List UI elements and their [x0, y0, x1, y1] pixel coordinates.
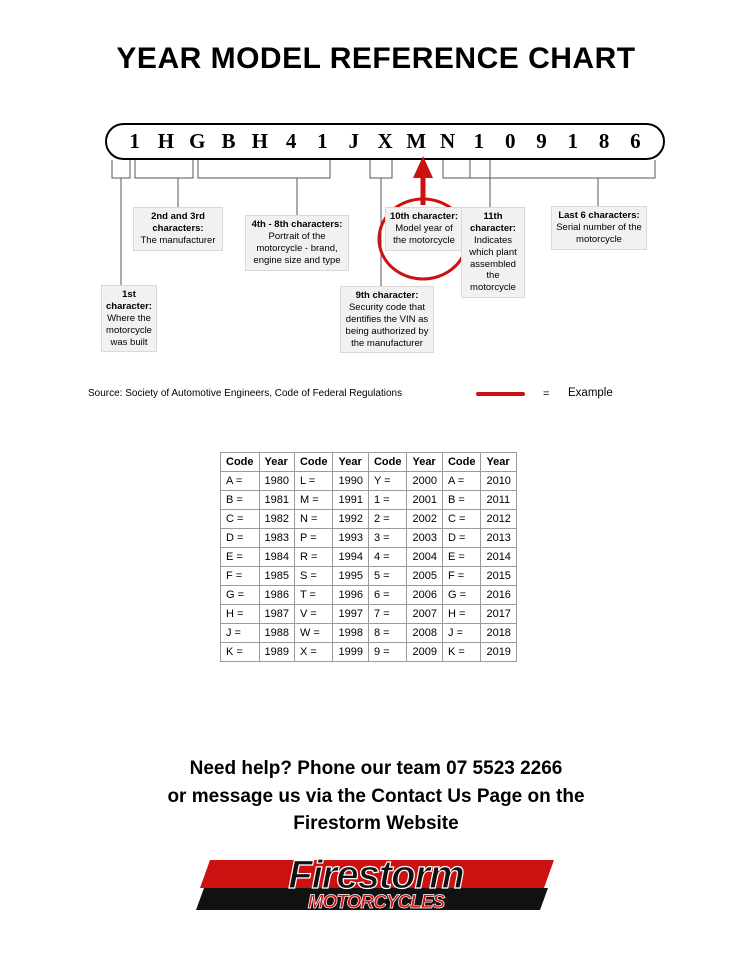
table-cell: X = [294, 643, 333, 662]
callout-second-third-characters [133, 207, 223, 251]
table-cell: 3 = [368, 529, 407, 548]
vin-char: H [251, 129, 268, 153]
table-cell: 1986 [259, 586, 294, 605]
vin-char: J [348, 129, 359, 153]
table-row [221, 567, 517, 586]
table-row [221, 605, 517, 624]
logo-main-word: Firestorm [288, 858, 464, 897]
callout-body: Where the motorcycle was built [106, 312, 152, 348]
table-cell: G = [221, 586, 260, 605]
table-cell: 1987 [259, 605, 294, 624]
vin-char: 8 [598, 129, 610, 153]
vin-char: G [189, 129, 206, 153]
table-cell: A = [221, 472, 260, 491]
table-cell: N = [294, 510, 333, 529]
callout-tenth-character [385, 207, 463, 251]
table-header-row [221, 453, 517, 472]
table-cell: 2010 [481, 472, 516, 491]
table-header-cell: Year [481, 453, 516, 472]
table-cell: K = [221, 643, 260, 662]
table-row [221, 529, 517, 548]
callout-heading: 9th character: [355, 290, 419, 301]
table-header-cell: Code [294, 453, 333, 472]
table-cell: 2017 [481, 605, 516, 624]
table-cell: C = [442, 510, 481, 529]
table-cell: F = [221, 567, 260, 586]
table-header-cell: Year [407, 453, 442, 472]
table-row [221, 510, 517, 529]
table-cell: K = [442, 643, 481, 662]
vin-char: 4 [285, 129, 297, 153]
table-cell: 1989 [259, 643, 294, 662]
table-cell: 1998 [333, 624, 368, 643]
table-cell: L = [294, 472, 333, 491]
table-cell: 1996 [333, 586, 368, 605]
vin-char: 0 [504, 129, 516, 153]
table-cell: R = [294, 548, 333, 567]
footer-line-3: Firestorm Website [293, 813, 459, 835]
table-cell: S = [294, 567, 333, 586]
table-cell: 2004 [407, 548, 442, 567]
table-cell: 2003 [407, 529, 442, 548]
vin-char: 1 [567, 129, 579, 153]
table-header-cell: Code [221, 453, 260, 472]
vin-number-bar [105, 123, 665, 160]
callout-first-character [101, 285, 157, 352]
table-cell: 1997 [333, 605, 368, 624]
table-row [221, 491, 517, 510]
table-cell: E = [221, 548, 260, 567]
table-cell: 2002 [407, 510, 442, 529]
table-row [221, 624, 517, 643]
table-cell: J = [221, 624, 260, 643]
firestorm-motorcycles-logo [196, 858, 556, 938]
vin-char: N [440, 129, 456, 153]
vin-char: 6 [630, 129, 641, 153]
table-cell: B = [442, 491, 481, 510]
table-cell: 2018 [481, 624, 516, 643]
callout-heading: 4th - 8th characters: [251, 219, 343, 230]
table-cell: 2 = [368, 510, 407, 529]
year-code-table [220, 452, 517, 662]
table-cell: 2000 [407, 472, 442, 491]
table-cell: 1981 [259, 491, 294, 510]
table-header-cell: Year [259, 453, 294, 472]
table-cell: 1995 [333, 567, 368, 586]
callout-body: Security code that dentifies the VIN as being authorized by the manufacturer [345, 301, 429, 349]
table-cell: 2008 [407, 624, 442, 643]
footer-line-1: Need help? Phone our team 07 5523 2266 [189, 758, 563, 779]
table-cell: 1993 [333, 529, 368, 548]
table-cell: 7 = [368, 605, 407, 624]
callout-ninth-character [340, 286, 434, 353]
table-cell: 4 = [368, 548, 407, 567]
table-cell: D = [221, 529, 260, 548]
table-cell: 1999 [333, 643, 368, 662]
callout-last-six-characters [551, 206, 647, 250]
table-cell: B = [221, 491, 260, 510]
table-row [221, 586, 517, 605]
vin-char: 1 [473, 129, 485, 153]
table-cell: D = [442, 529, 481, 548]
table-cell: 5 = [368, 567, 407, 586]
callout-body: Portrait of the motorcycle - brand, engine size and type [253, 230, 341, 266]
table-cell: Y = [368, 472, 407, 491]
table-cell: H = [221, 605, 260, 624]
callout-eleventh-character [461, 207, 525, 298]
table-cell: 1984 [259, 548, 294, 567]
table-cell: G = [442, 586, 481, 605]
table-row [221, 472, 517, 491]
table-cell: 1985 [259, 567, 294, 586]
vin-char: H [157, 129, 175, 153]
table-row [221, 548, 517, 567]
table-cell: A = [442, 472, 481, 491]
table-header-cell: Year [333, 453, 368, 472]
table-cell: 6 = [368, 586, 407, 605]
table-cell: 1992 [333, 510, 368, 529]
page-title: YEAR MODEL REFERENCE CHART [116, 42, 636, 75]
table-cell: P = [294, 529, 333, 548]
table-cell: 2006 [407, 586, 442, 605]
table-cell: E = [442, 548, 481, 567]
table-cell-highlight: M = [294, 491, 333, 510]
footer-contact-text [0, 755, 752, 838]
table-row [221, 643, 517, 662]
callout-heading: 1st character: [106, 289, 152, 312]
footer-line-2: or message us via the Contact Us Page on the [167, 785, 585, 807]
callout-body: Model year of the motorcycle [393, 222, 455, 246]
callout-heading: 10th character: [389, 211, 459, 222]
table-cell: V = [294, 605, 333, 624]
table-cell: 2014 [481, 548, 516, 567]
callout-heading: Last 6 characters: [558, 210, 640, 221]
table-cell: 2013 [481, 529, 516, 548]
callout-body: The manufacturer [140, 234, 216, 246]
table-cell: 2012 [481, 510, 516, 529]
table-cell: 1980 [259, 472, 294, 491]
table-cell: 1994 [333, 548, 368, 567]
table-cell: 1982 [259, 510, 294, 529]
callout-fourth-eighth-characters [245, 215, 349, 271]
vin-char: 9 [536, 129, 547, 153]
table-cell: 1990 [333, 472, 368, 491]
legend-label: Example [568, 387, 613, 399]
table-cell: 2009 [407, 643, 442, 662]
table-cell: 2019 [481, 643, 516, 662]
table-cell: 2011 [481, 491, 516, 510]
vin-char: B [221, 129, 236, 153]
source-note: Source: Society of Automotive Engineers, Code of Federal Regulations [88, 388, 403, 399]
callout-body: Indicates which plant assembled the motorcycle [469, 234, 517, 294]
callout-body: Serial number of the motorcycle [556, 221, 642, 245]
callout-heading: 11th character: [470, 211, 516, 234]
table-cell: F = [442, 567, 481, 586]
table-cell: 2015 [481, 567, 516, 586]
table-cell: 2016 [481, 586, 516, 605]
vin-char: 1 [317, 129, 328, 153]
table-cell: 2005 [407, 567, 442, 586]
vin-char-model-year: M [406, 129, 427, 153]
table-cell: W = [294, 624, 333, 643]
vin-char: 1 [129, 129, 140, 153]
legend-equals: = [543, 388, 550, 400]
table-cell: 1983 [259, 529, 294, 548]
table-cell: J = [442, 624, 481, 643]
table-cell: 2001 [407, 491, 442, 510]
table-cell-highlight: 1991 [333, 491, 368, 510]
logo-sub-word: MOTORCYCLES [307, 892, 445, 913]
table-cell: 2007 [407, 605, 442, 624]
callout-heading: 2nd and 3rd characters: [151, 211, 205, 234]
table-header-cell: Code [442, 453, 481, 472]
table-cell: H = [442, 605, 481, 624]
table-cell: 1 = [368, 491, 407, 510]
table-cell: 9 = [368, 643, 407, 662]
table-header-cell: Code [368, 453, 407, 472]
table-cell: C = [221, 510, 260, 529]
table-cell: 8 = [368, 624, 407, 643]
table-cell: 1988 [259, 624, 294, 643]
vin-char: X [377, 129, 393, 153]
table-cell: T = [294, 586, 333, 605]
